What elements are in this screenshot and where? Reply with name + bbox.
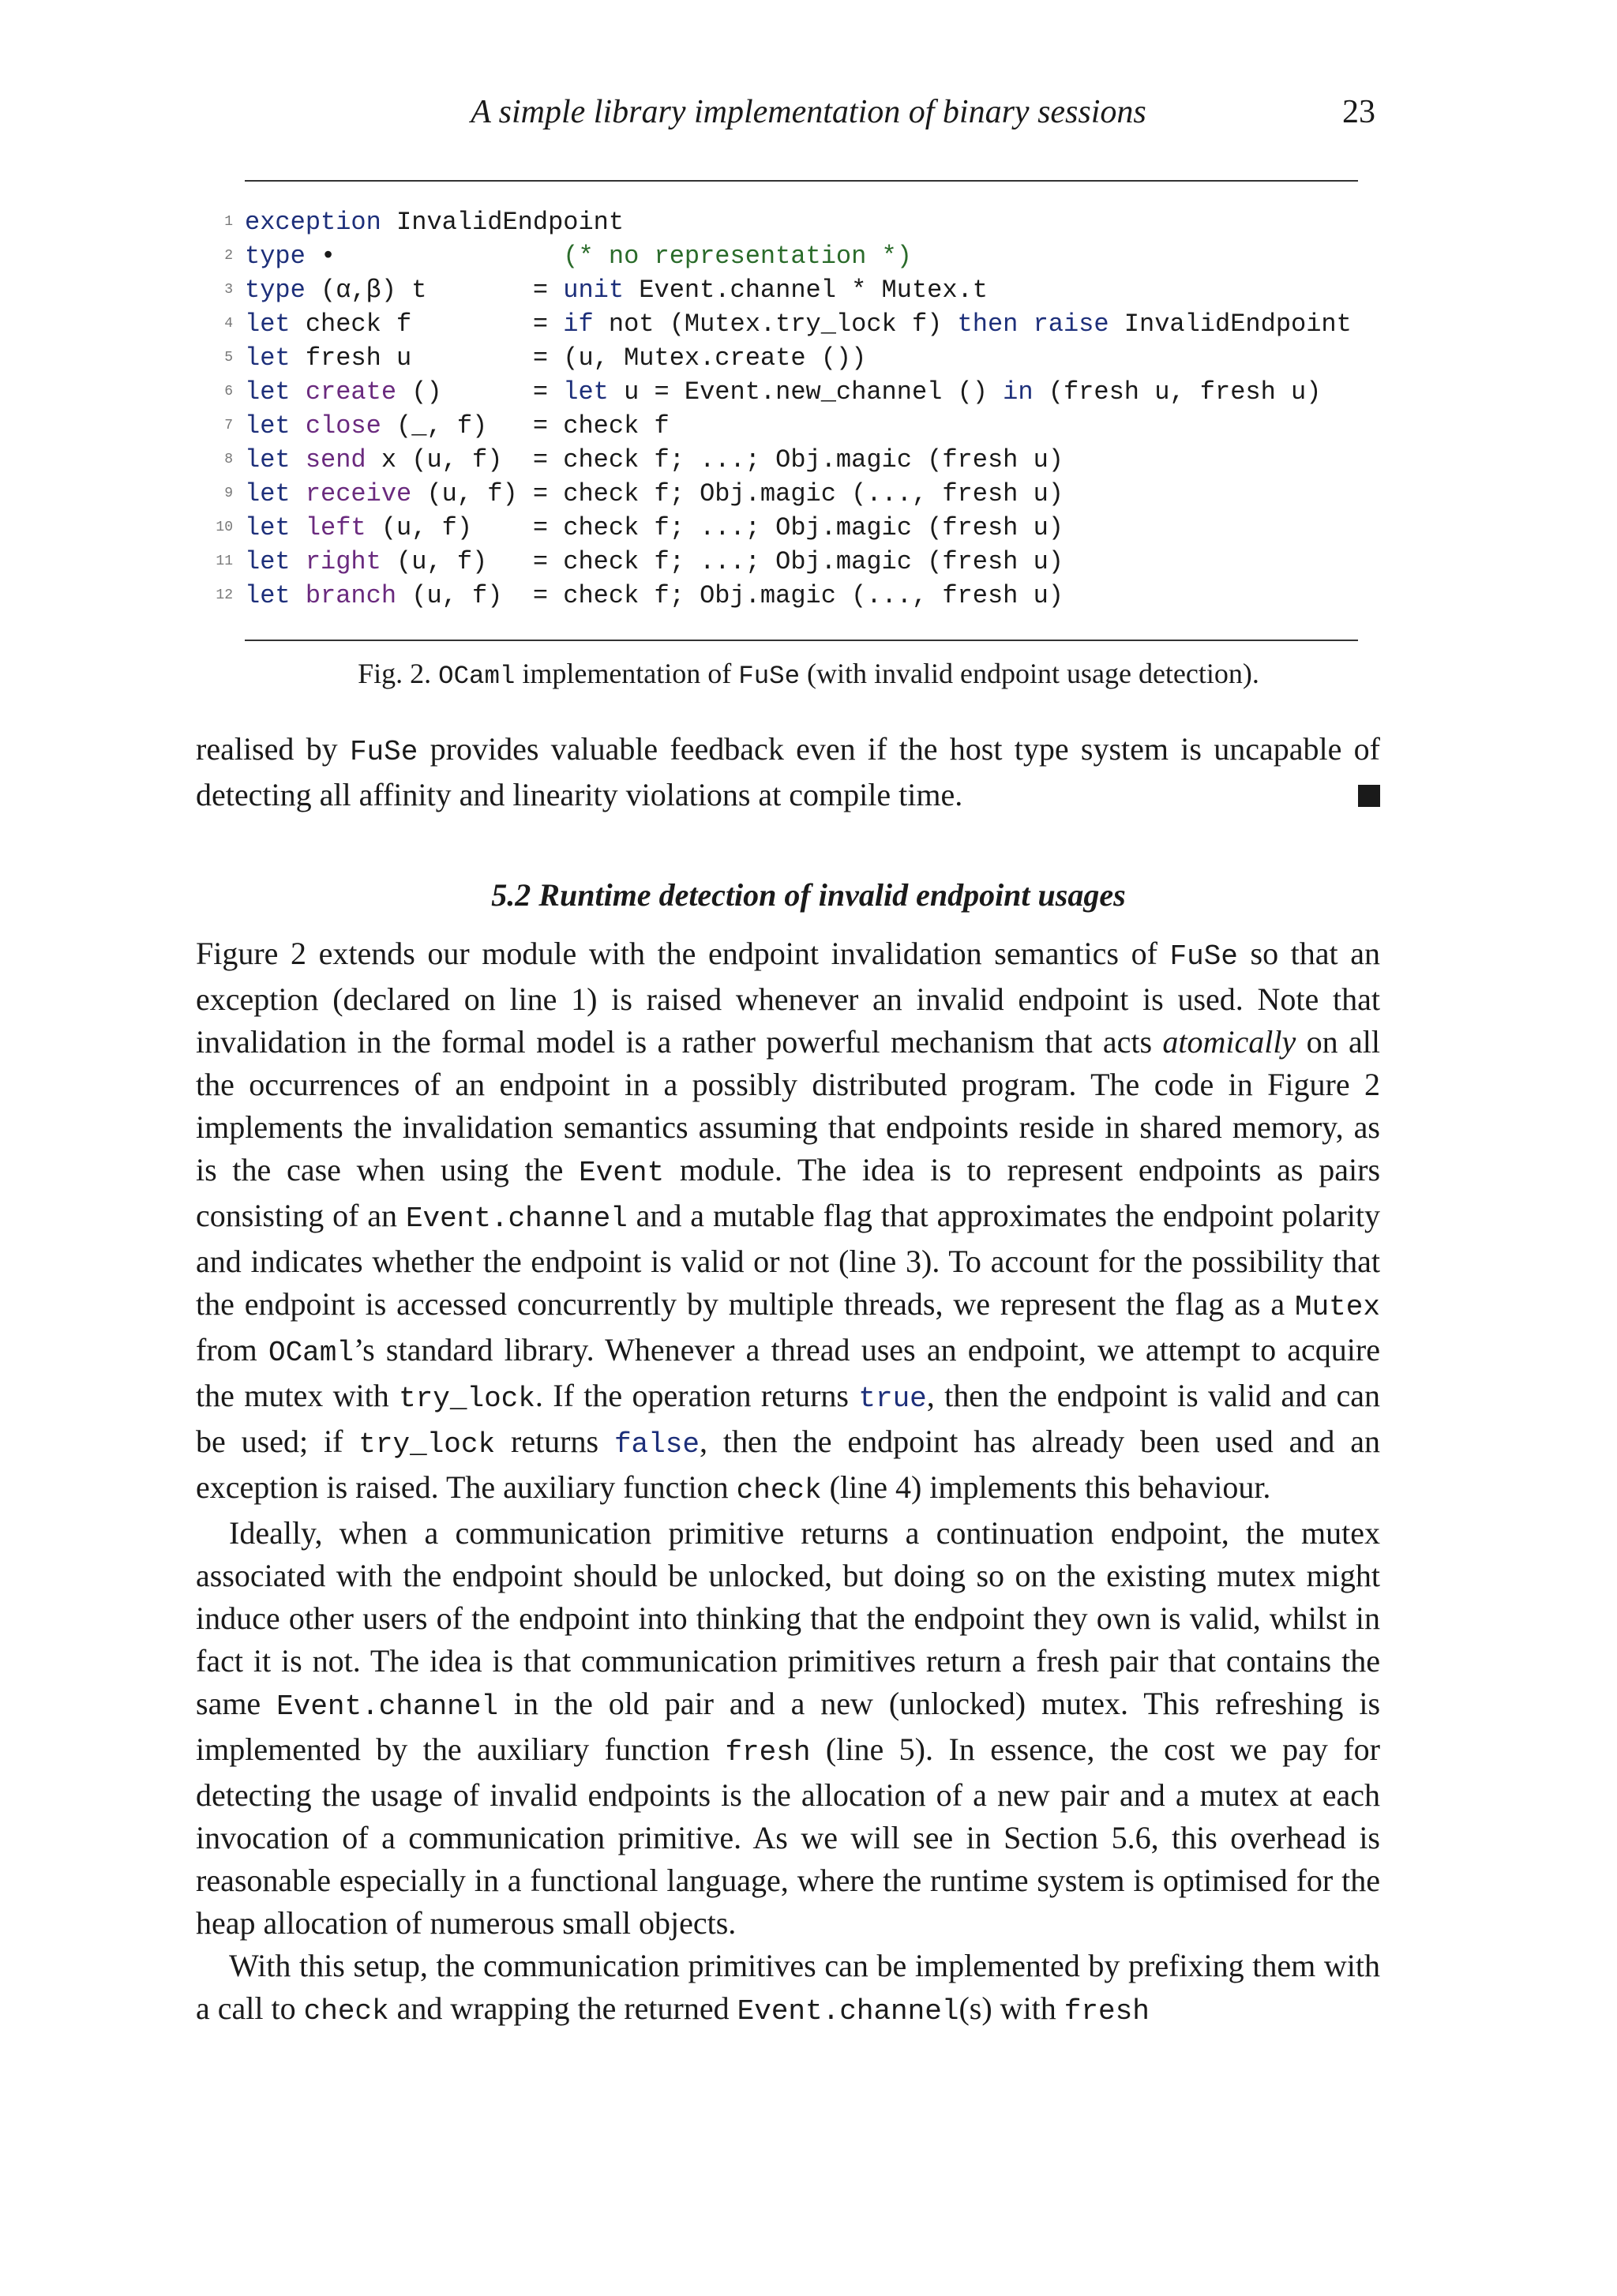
code-token [291,547,306,576]
text-segment: Event.channel [405,1202,628,1235]
body-text [196,932,1380,2033]
text-segment: check [303,1995,389,2028]
code-token: • [305,242,564,271]
code-line [224,375,1358,409]
code-token: then [957,310,1019,339]
running-title: A simple library implementation of binary sessions [471,94,1146,130]
text-segment: check [736,1474,822,1506]
text-segment: fresh [1064,1995,1150,2028]
code-token: (u, f) = check f; ...; Obj.magic (fresh u) [381,547,1064,576]
code-line [224,477,1358,511]
code-token: raise [1033,310,1109,339]
code-token: u = Event.new_channel () [608,377,1004,407]
code-token [1018,310,1033,339]
code-line [224,239,1358,273]
text-segment: Event.channel [737,1995,959,2028]
code-token: let [563,377,609,407]
code-token: in [1003,377,1034,407]
text-segment: Ideally, when a communication primitive returns a continuation endpoint, the mutex associated with the endpoint should be unlocked, but doing so on the existing mutex might induce other users of the endpoint into thinking that the endpoint they own is valid, whilst in fact it is not. The idea is that communication primitives return a fresh pair that contains the same [196,1515,1380,1721]
code-line [216,545,1358,579]
code-figure [216,180,1358,641]
text-segment: Event.channel [276,1690,498,1723]
code-line [224,205,1358,239]
text-segment: fresh [725,1736,811,1769]
body-paragraph [196,932,1380,1512]
text-segment: realised by [196,731,350,767]
code-line [224,443,1358,477]
text-segment: returns [495,1424,614,1459]
section-heading: 5.2 Runtime detection of invalid endpoint usages [491,877,1126,913]
text-segment: ’s standard library. Whenever a thread uses an endpoint, we attempt to acquire the mutex with [196,1332,1380,1413]
code-token: fresh u = (u, Mutex.create ()) [290,343,867,373]
code-token: not (Mutex.try_lock f) [593,310,958,339]
code-token: send [305,445,366,475]
line-number: 3 [224,282,233,298]
code-line [216,511,1358,545]
code-token: let [245,479,291,508]
code-token [291,479,306,508]
line-number: 6 [224,384,233,400]
text-segment: in the old pair and a new (unlocked) mutex. This refreshing is implemented by the auxiliary function [196,1686,1381,1767]
code-token: let [245,547,291,576]
code-token: let [245,377,291,407]
text-segment: Event [579,1157,665,1189]
line-number: 10 [216,520,233,535]
intro-paragraph [196,728,1380,816]
code-token: right [305,547,381,576]
code-token: exception [245,208,381,237]
code-token: unit [563,276,625,305]
caption-segment: implementation of [515,658,739,689]
text-segment: FuSe [1169,940,1238,973]
code-token: Event.channel * Mutex.t [624,276,988,305]
text-segment: atomically [1162,1024,1296,1060]
code-token [291,513,306,542]
code-token: let [245,343,291,373]
text-segment: module. The idea is to represent endpoints as pairs consisting of an [196,1152,1381,1233]
line-number: 9 [224,486,233,501]
code-token [291,581,306,610]
code-token: let [245,310,291,339]
code-token: branch [305,581,397,610]
code-token: close [305,411,381,441]
text-segment: and a mutable flag that approximates the endpoint polarity and indicates whether the endpoint is valid or not (line 3). To account for the possibility that the endpoint is accessed concurrently by multiple threads, we represent the flag as a [196,1198,1380,1322]
code-token: (* no representation *) [563,242,912,271]
code-token: let [245,411,291,441]
text-segment: (s) with [959,1990,1064,2026]
code-token: let [245,445,291,475]
code-token: receive [305,479,412,508]
code-token [291,377,306,407]
text-segment: true [858,1382,927,1415]
code-token: if [563,310,594,339]
code-token: (fresh u, fresh u) [1033,377,1322,407]
code-token: (u, f) = check f; ...; Obj.magic (fresh u) [366,513,1064,542]
text-segment: provides valuable feedback even if the host type system is uncapable of detecting all affinity and linearity violations at compile time. [196,731,1380,812]
text-segment: Figure 2 extends our module with the endpoint invalidation semantics of [196,936,1170,971]
code-token: x (u, f) = check f; ...; Obj.magic (fresh u) [366,445,1064,475]
code-token [291,411,306,441]
running-head [0,93,1469,141]
qed-square-icon [1358,785,1380,807]
text-segment: , then the endpoint has already been used and an exception is raised. The auxiliary function [196,1424,1380,1505]
text-segment: (line 5). In essence, the cost we pay for detecting the usage of invalid endpoints is the allocation of a new pair and a mutex at each invocation of a communication primitive. As we will see in Section 5.6, this overhead is reasonable especially in a functional language, where the runtime system is optimised for the heap allocation of numerous small objects. [196,1731,1380,1941]
code-token: (u, f) = check f; Obj.magic (..., fresh u) [411,479,1064,508]
code-token: create [305,377,397,407]
line-number: 4 [224,316,233,332]
code-line [224,409,1358,443]
text-segment: OCaml [268,1337,354,1369]
line-number: 8 [224,452,233,467]
code-token: type [245,276,306,305]
code-listing [216,205,1358,613]
line-number: 7 [224,418,233,433]
code-token: (_, f) = check f [381,411,670,441]
line-number: 2 [224,248,233,264]
code-token: InvalidEndpoint [1109,310,1352,339]
code-token: (u, f) = check f; Obj.magic (..., fresh u) [396,581,1064,610]
figure-caption [0,657,1617,691]
text-segment: and wrapping the returned [388,1990,737,2026]
text-segment: try_lock [399,1382,535,1415]
line-number: 1 [224,214,233,230]
text-segment: on all the occurrences of an endpoint in a possibly distributed program. The code in Figure 2 implements the invalidation semantics assuming that endpoints reside in shared memory, as is the case when using the [196,1024,1380,1187]
code-line [224,341,1358,375]
code-token [291,445,306,475]
text-segment: Mutex [1294,1291,1380,1323]
line-number: 12 [216,587,233,603]
code-line [224,273,1358,307]
code-token: let [245,581,291,610]
body-paragraph [196,1512,1380,1945]
text-segment: . If the operation returns [535,1378,859,1413]
code-token: (α,β) t = [305,276,564,305]
line-number: 11 [216,553,233,569]
body-paragraph [196,1945,1380,2033]
text-segment: try_lock [358,1428,496,1461]
text-segment: (line 4) implements this behaviour. [821,1469,1271,1505]
text-segment: FuSe [349,736,418,768]
caption-segment: OCaml [438,662,516,691]
code-line [224,307,1358,341]
code-token: check f = [290,310,564,339]
text-segment: false [613,1428,700,1461]
code-token: type [245,242,306,271]
text-segment: so that an exception (declared on line 1) is raised whenever an invalid endpoint is used. Note that invalidation in the formal model is a rather powerful mechanism that acts [196,936,1380,1060]
line-number: 5 [224,350,233,366]
text-segment: , then the endpoint is valid and can be used; if [196,1378,1381,1459]
code-token: left [305,513,366,542]
page-number: 23 [1342,94,1375,130]
text-segment: With this setup, the communication primitives can be implemented by prefixing them with a call to [196,1948,1380,2026]
intro-paragraph-block [196,728,1380,816]
code-token: () = [396,377,564,407]
code-token: let [245,513,291,542]
caption-segment: Fig. 2. [358,658,439,689]
text-segment: from [196,1332,268,1367]
code-token: InvalidEndpoint [381,208,625,237]
code-line [216,579,1358,613]
caption-segment: (with invalid endpoint usage detection). [800,658,1259,689]
caption-segment: FuSe [738,662,801,691]
